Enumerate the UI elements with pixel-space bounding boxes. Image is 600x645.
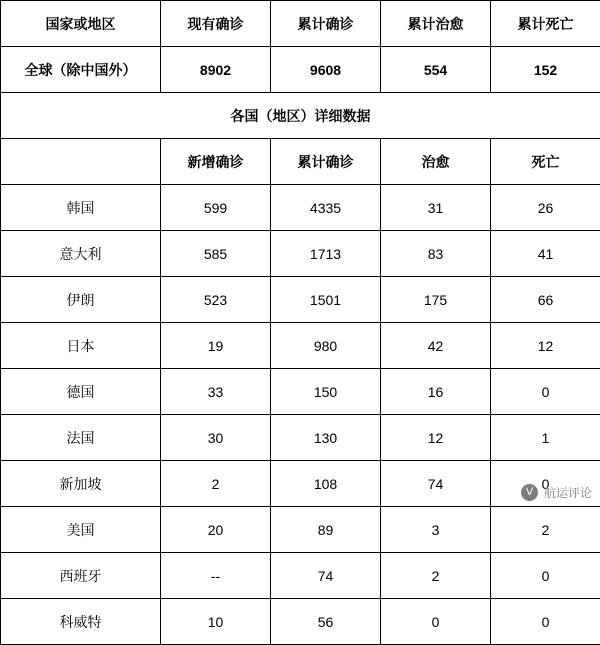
cell-cured: 175 [381,277,491,323]
cell-total-confirmed: 4335 [271,185,381,231]
table-row [1,415,600,461]
cell-new-confirmed: 10 [161,599,271,645]
country-name: 法国 [1,415,161,461]
table-row [1,277,600,323]
table-row [1,185,600,231]
sub-header-total-confirmed: 累计确诊 [271,139,381,185]
global-total-confirmed: 9608 [271,47,381,93]
cell-new-confirmed: 2 [161,461,271,507]
cell-total-confirmed: 56 [271,599,381,645]
cell-new-confirmed: 523 [161,277,271,323]
cell-total-confirmed: 89 [271,507,381,553]
table-header-row [1,1,600,47]
table-row [1,599,600,645]
cell-cured: 31 [381,185,491,231]
cell-cured: 0 [381,599,491,645]
watermark [521,484,592,501]
cell-deaths: 0 [491,599,600,645]
global-label: 全球（除中国外） [1,47,161,93]
sub-header-cured: 治愈 [381,139,491,185]
cell-cured: 12 [381,415,491,461]
cell-total-confirmed: 150 [271,369,381,415]
global-active-confirmed: 8902 [161,47,271,93]
cell-new-confirmed: 19 [161,323,271,369]
table-row [1,323,600,369]
cell-total-confirmed: 130 [271,415,381,461]
section-title: 各国（地区）详细数据 [1,93,600,139]
cell-deaths: 0 [491,369,600,415]
sub-header-deaths: 死亡 [491,139,600,185]
watermark-text: 航运评论 [544,484,592,501]
country-name: 新加坡 [1,461,161,507]
country-name: 伊朗 [1,277,161,323]
cell-new-confirmed: 599 [161,185,271,231]
header-active-confirmed: 现有确诊 [161,1,271,47]
cell-deaths: 1 [491,415,600,461]
global-total-deaths: 152 [491,47,600,93]
cell-total-confirmed: 108 [271,461,381,507]
cell-total-confirmed: 1501 [271,277,381,323]
cell-new-confirmed: -- [161,553,271,599]
cell-deaths: 0 [491,461,600,507]
header-total-confirmed: 累计确诊 [271,1,381,47]
header-total-cured: 累计治愈 [381,1,491,47]
cell-cured: 2 [381,553,491,599]
header-total-deaths: 累计死亡 [491,1,600,47]
country-name: 科威特 [1,599,161,645]
country-name: 美国 [1,507,161,553]
table-row [1,369,600,415]
cell-cured: 83 [381,231,491,277]
cell-cured: 74 [381,461,491,507]
cell-deaths: 0 [491,553,600,599]
cell-deaths: 26 [491,185,600,231]
country-name: 韩国 [1,185,161,231]
country-name: 意大利 [1,231,161,277]
table-row [1,507,600,553]
section-title-row [1,93,600,139]
header-country: 国家或地区 [1,1,161,47]
cell-total-confirmed: 980 [271,323,381,369]
table-row [1,461,600,507]
cell-new-confirmed: 585 [161,231,271,277]
global-total-cured: 554 [381,47,491,93]
table-row [1,553,600,599]
cell-deaths: 41 [491,231,600,277]
cell-new-confirmed: 30 [161,415,271,461]
cell-total-confirmed: 74 [271,553,381,599]
table-row [1,231,600,277]
country-name: 日本 [1,323,161,369]
cell-cured: 16 [381,369,491,415]
cell-total-confirmed: 1713 [271,231,381,277]
cell-deaths: 12 [491,323,600,369]
table-row-global [1,47,600,93]
sub-header-new-confirmed: 新增确诊 [161,139,271,185]
cell-deaths: 66 [491,277,600,323]
cell-cured: 3 [381,507,491,553]
sub-header-row [1,139,600,185]
country-name: 西班牙 [1,553,161,599]
cell-deaths: 2 [491,507,600,553]
cell-new-confirmed: 20 [161,507,271,553]
cell-new-confirmed: 33 [161,369,271,415]
sub-header-blank [1,139,161,185]
country-name: 德国 [1,369,161,415]
watermark-logo-icon: V [521,484,538,501]
cell-cured: 42 [381,323,491,369]
